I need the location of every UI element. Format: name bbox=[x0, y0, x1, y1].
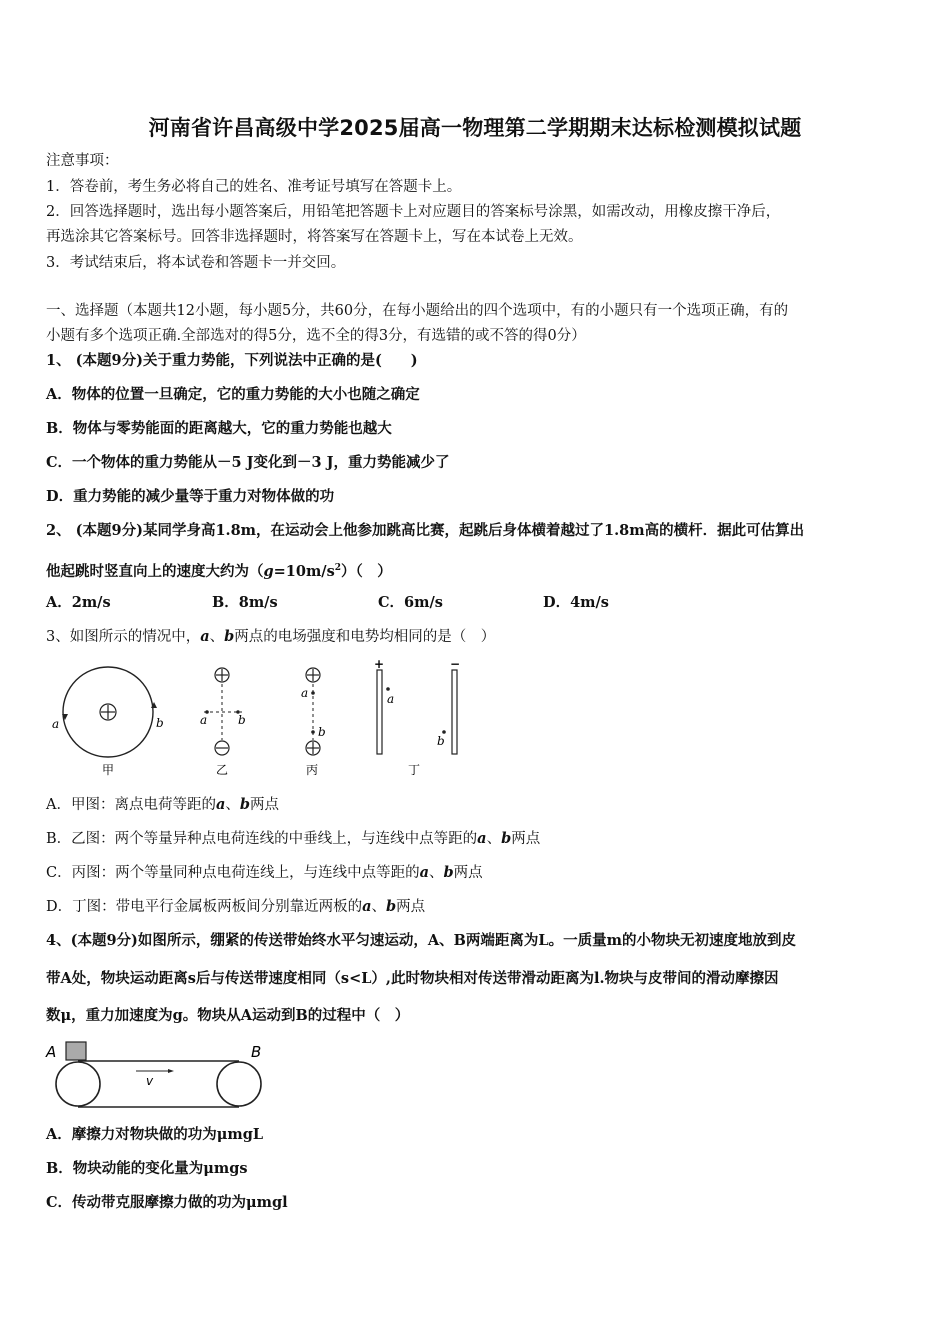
bing-label-b: b bbox=[318, 725, 326, 739]
q2-stem-mid: =10m/s bbox=[273, 562, 335, 580]
question-3-option-b: B．乙图：两个等量异种点电荷连线的中垂线上，与连线中点等距的a、b两点 bbox=[46, 830, 541, 847]
question-1-option-b: B．物体与零势能面的距离越大，它的重力势能也越大 bbox=[46, 420, 392, 437]
page-title: 河南省许昌高级中学2025届高一物理第二学期期末达标检测模拟试题 bbox=[148, 116, 802, 140]
notice-heading: 注意事项： bbox=[46, 153, 119, 169]
yi-label-b: b bbox=[238, 713, 246, 727]
figure-jia bbox=[52, 667, 164, 777]
question-4-figure bbox=[44, 1038, 274, 1108]
yi-label-a: a bbox=[200, 713, 208, 727]
notice-item-3: 3．考试结束后，将本试卷和答题卡一并交回。 bbox=[46, 255, 346, 271]
ding-minus-sign: − bbox=[450, 657, 461, 671]
question-4-stem-line1: 4、(本题9分)如图所示，绷紧的传送带始终水平匀速运动，A、B两端距离为L。一质量m的小物块无初速度地放到皮 bbox=[46, 932, 796, 949]
question-3-option-c: C．丙图：两个等量同种点电荷连线上，与连线中点等距的a、b两点 bbox=[46, 864, 483, 881]
question-4-option-c: C．传动带克服摩擦力做的功为μmgl bbox=[46, 1194, 288, 1211]
question-3-stem bbox=[46, 628, 495, 646]
question-4-stem-line3: 数μ，重力加速度为g。物块从A运动到B的过程中（ ） bbox=[46, 1007, 410, 1024]
yi-caption: 乙 bbox=[216, 763, 229, 777]
bing-caption: 丙 bbox=[306, 763, 319, 777]
figure-yi bbox=[200, 668, 246, 777]
section-heading-line1: 一、选择题（本题共12小题，每小题5分，共60分，在每小题给出的四个选项中，有的小题只有一个选项正确，有的 bbox=[46, 303, 789, 319]
q3-stem-post: 两点的电场强度和电势均相同的是（ ） bbox=[234, 629, 496, 645]
figure-bing bbox=[301, 668, 326, 777]
question-4-stem-line2: 带A处，物块运动距离s后与传送带速度相同（s<L）,此时物块相对传送带滑动距离为l.物块与皮带间的滑动摩擦因 bbox=[46, 970, 779, 987]
bing-label-a: a bbox=[301, 686, 309, 700]
question-2-option-c: C．6m/s bbox=[378, 594, 443, 611]
ding-plus-sign: + bbox=[374, 657, 385, 671]
jia-label-a: a bbox=[52, 717, 60, 731]
question-4-option-a: A．摩擦力对物块做的功为μmgL bbox=[46, 1126, 264, 1143]
question-1-option-d: D．重力势能的减少量等于重力对物体做的功 bbox=[46, 488, 335, 505]
question-1-stem: 1、 (本题9分)关于重力势能，下列说法中正确的是( ) bbox=[46, 352, 418, 369]
q2-stem-g: g bbox=[263, 562, 274, 580]
jia-caption: 甲 bbox=[102, 763, 115, 777]
question-2-option-b: B．8m/s bbox=[212, 594, 278, 611]
question-2-option-d: D．4m/s bbox=[543, 594, 609, 611]
question-1-option-c: C．一个物体的重力势能从－5 J变化到－3 J，重力势能减少了 bbox=[46, 454, 450, 471]
q3-stem-a: a bbox=[200, 628, 210, 645]
question-3-option-a: A．甲图：离点电荷等距的a、b两点 bbox=[46, 796, 280, 813]
question-3-option-d: D．丁图：带电平行金属板两板间分别靠近两板的a、b两点 bbox=[46, 898, 426, 915]
notice-item-1: 1．答卷前，考生务必将自己的姓名、准考证号填写在答题卡上。 bbox=[46, 179, 462, 195]
q3-stem-b: b bbox=[224, 628, 235, 645]
q3-stem-sep: 、 bbox=[209, 629, 225, 645]
question-3-figure bbox=[46, 656, 486, 780]
question-1-option-a: A．物体的位置一旦确定，它的重力势能的大小也随之确定 bbox=[46, 386, 420, 403]
block bbox=[66, 1042, 86, 1060]
notice-item-2-cont: 再选涂其它答案标号。回答非选择题时，将答案写在答题卡上，写在本试卷上无效。 bbox=[46, 229, 583, 245]
question-2-stem-line1: 2、 (本题9分)某同学身高1.8m，在运动会上他参加跳高比赛，起跳后身体横着越过了1.8m高的横杆．据此可估算出 bbox=[46, 522, 805, 539]
question-2-stem-line2 bbox=[46, 559, 392, 581]
q3-stem-pre: 3、如图所示的情况中， bbox=[46, 629, 201, 645]
jia-label-b: b bbox=[156, 716, 164, 730]
q2-stem-sup: 2 bbox=[334, 563, 342, 573]
belt-label-a: A bbox=[46, 1043, 57, 1061]
figure-ding bbox=[374, 657, 460, 777]
ding-label-b: b bbox=[437, 734, 445, 748]
q2-stem-pre: 他起跳时竖直向上的速度大约为（ bbox=[46, 562, 264, 580]
q2-stem-post: ）（ ） bbox=[341, 562, 392, 580]
ding-label-a: a bbox=[387, 692, 395, 706]
question-2-option-a: A．2m/s bbox=[46, 594, 111, 611]
ding-caption: 丁 bbox=[408, 763, 421, 777]
belt-label-b: B bbox=[251, 1043, 262, 1061]
section-heading-line2: 小题有多个选项正确.全部选对的得5分，选不全的得3分，有选错的或不答的得0分） bbox=[46, 328, 586, 344]
belt-label-v: v bbox=[146, 1074, 154, 1088]
notice-item-2: 2．回答选择题时，选出每小题答案后，用铅笔把答题卡上对应题目的答案标号涂黑，如需改动，用橡皮擦干净后， bbox=[46, 204, 781, 220]
question-4-option-b: B．物块动能的变化量为μmgs bbox=[46, 1160, 248, 1177]
